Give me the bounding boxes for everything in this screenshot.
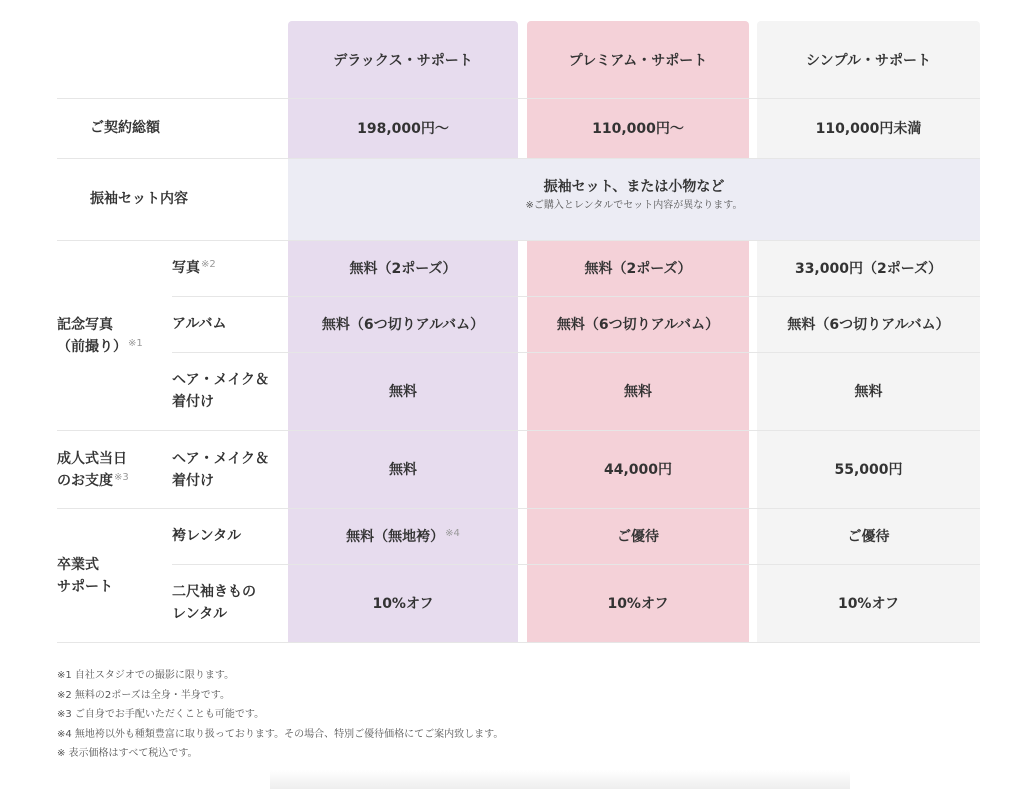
simple-hair-preshoot: 無料 (854, 384, 883, 400)
deluxe-hair-preshoot: 無料 (389, 384, 417, 400)
simple-nishaku: 10%オフ (837, 596, 900, 612)
footnote: ※3 ご自身でお手配いただくことも可能です。 (57, 709, 265, 720)
deluxe-plan-header: デラックス・サポート (333, 52, 473, 69)
commemorative-photo-group-label: 記念写真 （前撮り）$^{※1}$ (57, 317, 143, 355)
premium-photo: 無料（2ポーズ） (584, 261, 692, 277)
premium-hair-preshoot: 無料 (624, 384, 652, 400)
hakama-rental-label: 袴レンタル (172, 528, 242, 544)
footnote-marker: ※2 (201, 259, 216, 270)
ceremony-day-group-label: 成人式当日 のお支度$^{※3}$ (57, 451, 129, 489)
set-contents-cell (288, 176, 980, 214)
premium-hair-ceremony: 44,000円 (603, 462, 673, 478)
footnote: ※2 無料の2ポーズは全身・半身です。 (57, 689, 230, 701)
premium-total: 110,000円〜 (592, 121, 684, 137)
hair-makeup-preshoot-label: ヘア・メイク＆ 着付け (172, 372, 270, 410)
bottom-fade (270, 770, 850, 789)
set-contents-note: ※ご購入とレンタルでセット内容が異なります。 (525, 200, 743, 211)
footnote-marker: ※4 (445, 527, 460, 539)
total-amount-label: ご契約総額 (90, 120, 160, 136)
footnote: ※ 表示価格はすべて税込です。 (57, 748, 198, 759)
simple-hair-ceremony: 55,000円 (834, 462, 903, 478)
graduation-support-group-label: 卒業式 サポート (57, 557, 113, 595)
simple-plan-header: シンプル・サポート (805, 52, 932, 69)
hair-makeup-ceremony-label: ヘア・メイク＆ 着付け (172, 451, 270, 489)
footnote-marker: ※3 (114, 472, 129, 483)
footnote-marker: ※1 (128, 338, 143, 349)
photo-label: 写真$^{※2}$ (172, 259, 216, 276)
deluxe-hakama: 無料（無地袴） ※4 (346, 527, 460, 545)
deluxe-nishaku: 10%オフ (372, 596, 434, 612)
simple-total: 110,000円未満 (815, 121, 922, 137)
deluxe-photo: 無料（2ポーズ） (349, 261, 457, 277)
deluxe-album: 無料（6つ切りアルバム） (321, 317, 485, 333)
footnotes (57, 666, 503, 764)
nishaku-kimono-rental-label: 二尺袖きもの レンタル (172, 584, 256, 622)
set-contents-label: 振袖セット内容 (90, 191, 188, 207)
simple-hakama: ご優待 (847, 529, 890, 545)
set-contents-value: 振袖セット、または小物など (543, 179, 725, 195)
footnote: ※4 無地袴以外も種類豊富に取り扱っております。その場合、特別ご優待価格にてご案内致します。 (57, 728, 504, 740)
simple-album: 無料（6つ切りアルバム） (787, 317, 950, 333)
deluxe-total: 198,000円〜 (357, 121, 449, 137)
premium-nishaku: 10%オフ (607, 596, 669, 612)
premium-hakama: ご優待 (617, 529, 659, 545)
divider (57, 642, 980, 643)
premium-plan-header: プレミアム・サポート (568, 52, 708, 69)
premium-album: 無料（6つ切りアルバム） (556, 317, 720, 333)
deluxe-hair-ceremony: 無料 (389, 462, 417, 478)
album-label: アルバム (172, 316, 227, 332)
footnote: ※1 自社スタジオでの撮影に限ります。 (57, 670, 235, 681)
divider (57, 158, 980, 159)
simple-photo: 33,000円（2ポーズ） (794, 261, 943, 277)
